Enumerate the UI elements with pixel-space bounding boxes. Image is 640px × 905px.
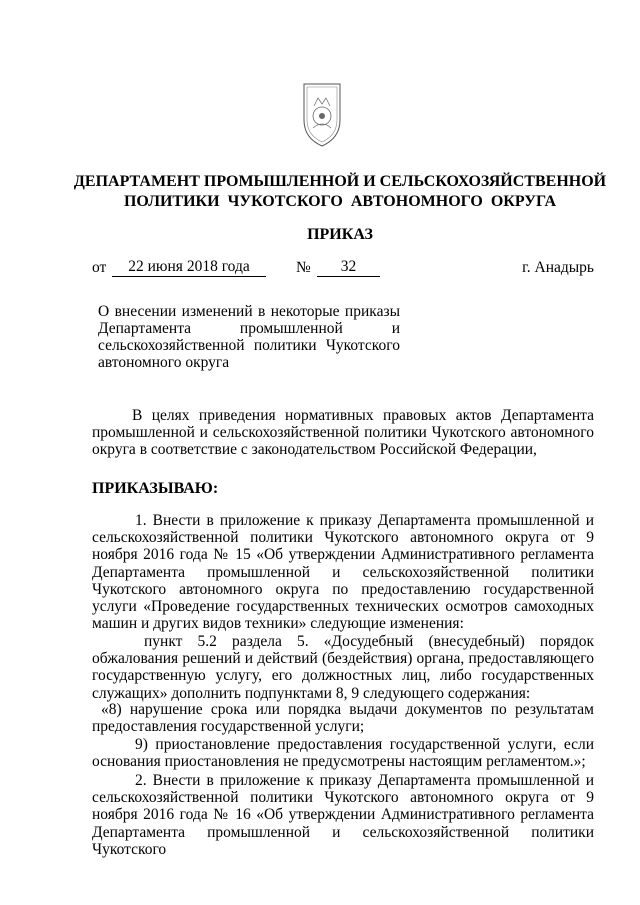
paragraph-subitem-8: «8) нарушение срока или порядка выдачи документов по результатам предоставления государственной услуги;	[92, 701, 594, 736]
paragraph-1: 1. Внести в приложение к приказу Департамента промышленной и сельскохозяйственной политики Чукотского автономного округа от 9 ноября 2016 года № 15 «Об утверждении Административного регламента Департамента промышленной и сельскохозяйственной политики Чукотского автономного округа по предоставлению государственной услуги «Проведение государственных технических осмотров самоходных машин и других видов техники» следующие изменения:	[92, 512, 594, 633]
department-title-line2: ПОЛИТИКИ ЧУКОТСКОГО АВТОНОМНОГО ОКРУГА	[123, 193, 557, 210]
number-sign: №	[296, 259, 311, 276]
paragraph-clause-5-2: пункт 5.2 раздела 5. «Досудебный (внесудебный) порядок обжалования решений и действий (бездействия) органа, предоставляющего государственную услугу, его должностных лиц, либо государственных служащих» дополнить подпунктами 8, 9 следующего содержания:	[92, 633, 594, 702]
document-number: 32	[317, 258, 380, 277]
paragraph-2: 2. Внести в приложение к приказу Департамента промышленной и сельскохозяйственной политики Чукотского автономного округа от 9 ноября 2016 года № 16 «Об утверждении Административного регламента Департамента промышленной и сельскохозяйственной политики Чукотского	[92, 772, 594, 858]
intro-paragraph: В целях приведения нормативных правовых актов Департамента промышленной и сельскохозяйственной политики Чукотского автономного округа в соответствие с законодательством Российской Федерации,	[92, 407, 594, 459]
coat-of-arms-icon	[300, 76, 344, 152]
document-date: 22 июня 2018 года	[112, 258, 266, 277]
date-prefix: от	[92, 259, 107, 276]
order-heading: ПРИКАЗЫВАЮ:	[92, 480, 219, 497]
document-type: ПРИКАЗ	[307, 226, 373, 243]
department-title-line1: ДЕПАРТАМЕНТ ПРОМЫШЛЕННОЙ И СЕЛЬСКОХОЗЯЙСТВЕННОЙ	[73, 173, 607, 190]
document-subject: О внесении изменений в некоторые приказы Департамента промышленной и сельскохозяйственной политики Чукотского автономного округа	[98, 303, 400, 371]
document-city: г. Анадырь	[522, 259, 594, 276]
paragraph-subitem-9: 9) приостановление предоставления государственной услуги, если основания приостановления не предусмотрены настоящим регламентом.»;	[92, 736, 594, 771]
